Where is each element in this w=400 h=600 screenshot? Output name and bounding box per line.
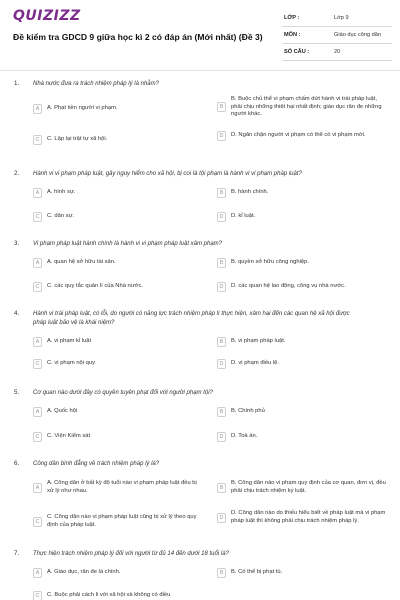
- option-text: B. Công dân nào vi phạm quy định của cơ quan, đơn vị, đều phải chịu trách nhiệm kỷ luật.: [231, 480, 386, 494]
- option-letter-box: C: [33, 359, 42, 369]
- option-text: D. Toà án.: [231, 433, 258, 440]
- option-b[interactable]: [217, 407, 389, 417]
- question-text: Cơ quan nào dưới đây có quyền tuyên phạt đối với người phạm tội?: [33, 390, 213, 396]
- meta-value: Giáo dục công dân: [334, 32, 381, 38]
- option-a[interactable]: [33, 337, 205, 347]
- option-letter-box: C: [33, 282, 42, 292]
- question-text: Hành vi trái pháp luật, có lỗi, do người có năng lực trách nhiệm pháp lí thực hiện, xâm hại đến các quan hệ xã hội được pháp luật bảo vệ là khái niệm?: [33, 311, 350, 326]
- option-text: B. Chính phủ: [231, 408, 265, 415]
- option-text: D. Công dân nào do thiếu hiểu biết về pháp luật mà vi phạm pháp luật thì không phải chịu trách nhiệm pháp lý.: [231, 510, 386, 524]
- option-letter-box: B: [217, 102, 226, 112]
- option-a[interactable]: [33, 104, 205, 114]
- option-text: C. vi phạm nội quy: [47, 360, 96, 367]
- meta-label: LỚP :: [284, 15, 300, 21]
- option-b[interactable]: [217, 568, 389, 578]
- option-letter-box: D: [217, 359, 226, 369]
- meta-label: MÔN :: [284, 32, 301, 38]
- meta-value: Lớp 9: [334, 15, 349, 21]
- option-letter-box: D: [217, 282, 226, 292]
- option-text: D. các quan hệ lao động, công vụ nhà nước.: [231, 283, 346, 290]
- option-letter-box: B: [217, 568, 226, 578]
- option-text: D. Ngăn chặn người vi phạm có thể có vi phạm mới.: [231, 132, 366, 139]
- document-title: Đề kiểm tra GDCD 9 giữa học kì 2 có đáp án (Mới nhất) (Đề 3): [13, 32, 263, 42]
- option-letter-box: D: [217, 513, 226, 523]
- option-letter-box: A: [33, 258, 42, 268]
- option-d[interactable]: [217, 282, 389, 292]
- option-letter-box: A: [33, 188, 42, 198]
- option-text: A. vi phạm kỉ luật: [47, 338, 92, 345]
- option-letter-box: B: [217, 407, 226, 417]
- option-letter-box: B: [217, 188, 226, 198]
- option-letter-box: B: [217, 258, 226, 268]
- option-letter-box: B: [217, 337, 226, 347]
- meta-row-count: [282, 45, 392, 61]
- option-c[interactable]: [33, 514, 205, 529]
- option-letter-box: C: [33, 591, 42, 600]
- meta-row-class: [282, 11, 392, 27]
- question-number: 2.: [14, 170, 20, 177]
- option-text: B. quyền sở hữu công nghiệp.: [231, 259, 309, 266]
- option-text: A. Công dân ở bất kỳ độ tuổi nào vi phạm pháp luật đều bị xử lý như nhau.: [47, 480, 197, 494]
- option-c[interactable]: [33, 212, 205, 222]
- option-letter-box: A: [33, 568, 42, 578]
- question-number: 3.: [14, 240, 20, 247]
- option-letter-box: A: [33, 337, 42, 347]
- option-d[interactable]: [217, 432, 389, 442]
- option-letter-box: A: [33, 483, 42, 493]
- option-b[interactable]: [217, 337, 389, 347]
- option-a[interactable]: [33, 568, 205, 578]
- meta-value: 20: [334, 49, 341, 55]
- header: [0, 0, 400, 68]
- option-b[interactable]: [217, 188, 389, 198]
- question-number: 5.: [14, 389, 20, 396]
- meta-label: SỐ CÂU :: [284, 49, 310, 55]
- option-text: D. vi phạm điều lệ.: [231, 360, 280, 367]
- option-d[interactable]: [217, 359, 389, 369]
- option-text: D. kỉ luật.: [231, 213, 256, 220]
- option-a[interactable]: [33, 480, 205, 495]
- option-text: A. Quốc hội: [47, 408, 78, 415]
- question-text: Công dân bình đẳng về trách nhiệm pháp lý là?: [33, 461, 160, 467]
- option-text: A. hình sự.: [47, 189, 76, 196]
- question-text: Nhà nước đưa ra trách nhiệm pháp lý là nhằm?: [33, 81, 159, 87]
- option-text: A. Phạt tiền người vi phạm.: [47, 105, 118, 112]
- option-text: C. Viện Kiểm sát: [47, 433, 91, 440]
- question-text: Hành vi vi phạm pháp luật, gây nguy hiểm cho xã hội, bị coi là tội phạm là hành vi vi phạm pháp luật?: [33, 171, 302, 177]
- question-number: 4.: [14, 310, 20, 317]
- option-text: C. dân sự.: [47, 213, 75, 220]
- option-letter-box: C: [33, 517, 42, 527]
- option-c[interactable]: [33, 282, 205, 292]
- option-letter-box: D: [217, 212, 226, 222]
- question-text: Vi phạm pháp luật hành chính là hành vi vi phạm pháp luật xâm phạm?: [33, 241, 223, 247]
- option-d[interactable]: [217, 131, 389, 141]
- option-c[interactable]: [33, 432, 205, 442]
- option-letter-box: C: [33, 135, 42, 145]
- option-a[interactable]: [33, 188, 205, 198]
- option-text: B. hành chính.: [231, 189, 269, 196]
- option-letter-box: C: [33, 432, 42, 442]
- option-text: A. quan hệ sở hữu tài sản.: [47, 259, 116, 266]
- question-number: 1.: [14, 80, 20, 87]
- option-d[interactable]: [217, 510, 389, 525]
- option-text: B. Có thể bị phạt tù.: [231, 569, 283, 576]
- option-a[interactable]: [33, 407, 205, 417]
- option-a[interactable]: [33, 258, 205, 268]
- option-letter-box: A: [33, 104, 42, 114]
- option-text: A. Giáo dục, răn đe là chính.: [47, 569, 121, 576]
- option-letter-box: C: [33, 212, 42, 222]
- option-text: C. Buộc phải cách li với xã hội và không có điều: [47, 592, 171, 599]
- option-b[interactable]: [217, 258, 389, 268]
- option-letter-box: B: [217, 483, 226, 493]
- option-c[interactable]: [33, 359, 205, 369]
- option-text: C. Lập lại trật tự xã hội.: [47, 136, 108, 143]
- option-text: B. vi phạm pháp luật.: [231, 338, 286, 345]
- option-text: C. các quy tắc quản lí của Nhà nước.: [47, 283, 143, 290]
- option-letter-box: D: [217, 131, 226, 141]
- header-divider: [0, 70, 400, 71]
- option-text: C. Công dân nào vi phạm pháp luật cũng bị xử lý theo quy định của pháp luật.: [47, 514, 197, 528]
- option-text: B. Buộc chủ thể vi phạm chấm dứt hành vi trái pháp luật, phải chịu những thiệt hại nhất định; giáo dục răn đe những người khác.: [231, 96, 382, 117]
- meta-row-subject: [282, 28, 392, 44]
- question-number: 6.: [14, 460, 20, 467]
- option-c[interactable]: [33, 135, 205, 145]
- option-letter-box: A: [33, 407, 42, 417]
- option-b[interactable]: [217, 96, 389, 119]
- question-number: 7.: [14, 550, 20, 557]
- option-b[interactable]: [217, 480, 389, 495]
- meta-table: [282, 11, 392, 62]
- option-d[interactable]: [217, 212, 389, 222]
- quizizz-logo: QUIZIZZ: [13, 8, 81, 24]
- option-c[interactable]: [33, 591, 205, 600]
- question-text: Thực hiện trách nhiệm pháp lý đối với người từ đủ 14 đến dưới 18 tuổi là?: [33, 551, 229, 557]
- option-letter-box: D: [217, 432, 226, 442]
